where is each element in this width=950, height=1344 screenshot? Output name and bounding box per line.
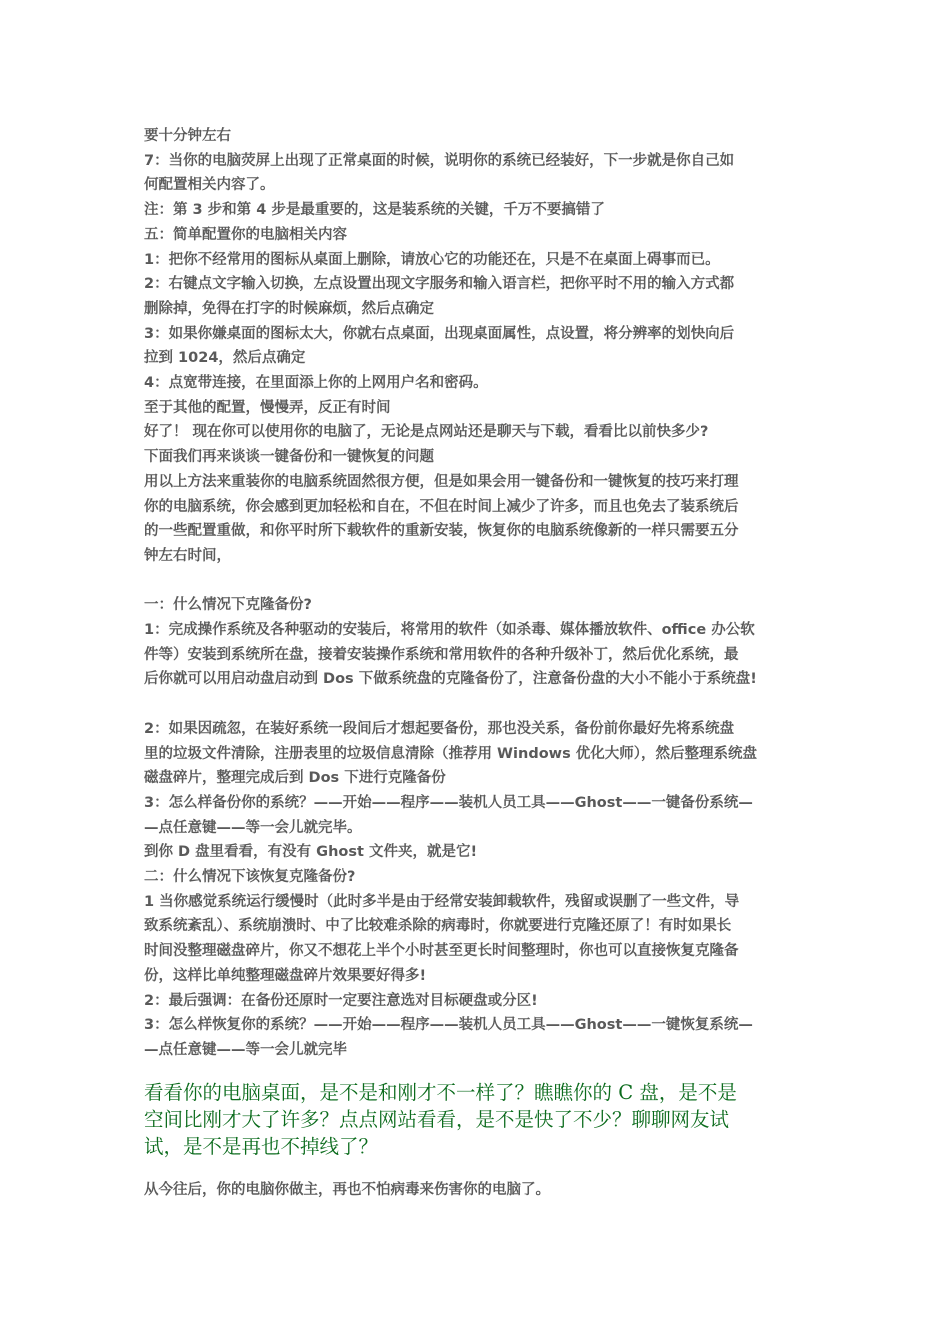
- text-line: 致系统紊乱）、系统崩溃时、中了比较难杀除的病毒时，你就要进行克隆还原了！有时如果长: [144, 918, 732, 935]
- text-line: 用以上方法来重装你的电脑系统固然很方便，但是如果会用一键备份和一键恢复的技巧来打理: [144, 473, 739, 490]
- text-line: 注：第 3 步和第 4 步是最重要的，这是装系统的关键，千万不要搞错了: [144, 202, 605, 219]
- text-line: 下面我们再来谈谈一键备份和一键恢复的问题: [144, 449, 434, 466]
- blank-line: [144, 569, 814, 594]
- text-line: 五：简单配置你的电脑相关内容: [144, 226, 347, 243]
- highlight-line: 试，是不是再也不掉线了？: [144, 1134, 379, 1158]
- text-line: 2：右键点文字输入切换，左点设置出现文字服务和输入语言栏，把你平时不用的输入方式都: [144, 276, 735, 293]
- text-line: 后你就可以用启动盘启动到 Dos 下做系统盘的克隆备份了，注意备份盘的大小不能小于系统盘!: [144, 671, 757, 688]
- text-line: 4：点宽带连接，在里面添上你的上网用户名和密码。: [144, 375, 488, 392]
- text-line: 件等）安装到系统所在盘，接着安装操作系统和常用软件的各种升级补丁，然后优化系统，最: [144, 646, 739, 663]
- text-line: 里的垃圾文件清除，注册表里的垃圾信息清除（推荐用 Windows 优化大师），然后整理系统盘: [144, 745, 757, 762]
- text-line: 到你 D 盘里看看，有没有 Ghost 文件夹，就是它!: [144, 844, 478, 861]
- text-line: 一：什么情况下克隆备份?: [144, 597, 312, 614]
- text-line: 1 当你感觉系统运行缓慢时（此时多半是由于经常安装卸载软件，残留或误删了一些文件，导: [144, 893, 740, 910]
- text-line: 3：怎么样恢复你的系统？——开始——程序——装机人员工具——Ghost——一键恢复系统—: [144, 1017, 753, 1034]
- text-line: 7：当你的电脑荧屏上出现了正常桌面的时候，说明你的系统已经装好，下一步就是你自己如: [144, 152, 735, 169]
- text-line: 3：如果你嫌桌面的图标太大，你就右点桌面，出现桌面属性，点设置，将分辨率的划快向后: [144, 325, 735, 342]
- text-line: 钟左右时间，: [144, 547, 231, 564]
- text-line: 删除掉，免得在打字的时候麻烦，然后点确定: [144, 300, 434, 317]
- text-line: 至于其他的配置，慢慢弄，反正有时间: [144, 399, 391, 416]
- highlight-line: 看看你的电脑桌面，是不是和刚才不一样了？瞧瞧你的 C 盘，是不是: [144, 1080, 737, 1104]
- highlight-paragraph: [144, 1079, 814, 1160]
- text-line: 3：怎么样备份你的系统？——开始——程序——装机人员工具——Ghost——一键备份系统—: [144, 794, 753, 811]
- text-line: —点任意键——等一会儿就完毕。: [144, 819, 362, 836]
- document-page: [144, 124, 814, 1202]
- text-line: 2：如果因疏忽，在装好系统一段间后才想起要备份，那也没关系，备份前你最好先将系统盘: [144, 720, 735, 737]
- blank-line: [144, 692, 814, 717]
- highlight-line: 空间比刚才大了许多？点点网站看看，是不是快了不少？聊聊网友试: [144, 1107, 730, 1131]
- text-line: 时间没整理磁盘碎片，你又不想花上半个小时甚至更长时间整理时，你也可以直接恢复克隆备: [144, 943, 739, 960]
- text-line: 2：最后强调：在备份还原时一定要注意选对目标硬盘或分区!: [144, 992, 538, 1009]
- text-line: 好了！ 现在你可以使用你的电脑了，无论是点网站还是聊天与下载，看看比以前快多少?: [144, 424, 709, 441]
- text-line: 二：什么情况下该恢复克隆备份?: [144, 869, 356, 886]
- text-line: 磁盘碎片，整理完成后到 Dos 下进行克隆备份: [144, 770, 446, 787]
- text-line: 的一些配置重做，和你平时所下载软件的重新安装，恢复你的电脑系统像新的一样只需要五分: [144, 523, 739, 540]
- text-line: 要十分钟左右: [144, 128, 231, 144]
- text-line: —点任意键——等一会儿就完毕: [144, 1041, 347, 1058]
- closing-sentence: 从今往后，你的电脑你做主，再也不怕病毒来伤害你的电脑了。: [144, 1181, 550, 1198]
- document-body: [144, 124, 814, 1063]
- text-line: 1：完成操作系统及各种驱动的安装后，将常用的软件（如杀毒、媒体播放软件、office 办公软: [144, 622, 755, 639]
- text-line: 你的电脑系统，你会感到更加轻松和自在，不但在时间上减少了许多，而且也免去了装系统后: [144, 498, 739, 515]
- text-line: 1：把你不经常用的图标从桌面上删除，请放心它的功能还在，只是不在桌面上碍事而已。: [144, 251, 720, 268]
- text-line: 何配置相关内容了。: [144, 177, 275, 194]
- text-line: 拉到 1024，然后点确定: [144, 350, 306, 367]
- text-line: 份，这样比单纯整理磁盘碎片效果要好得多!: [144, 967, 427, 984]
